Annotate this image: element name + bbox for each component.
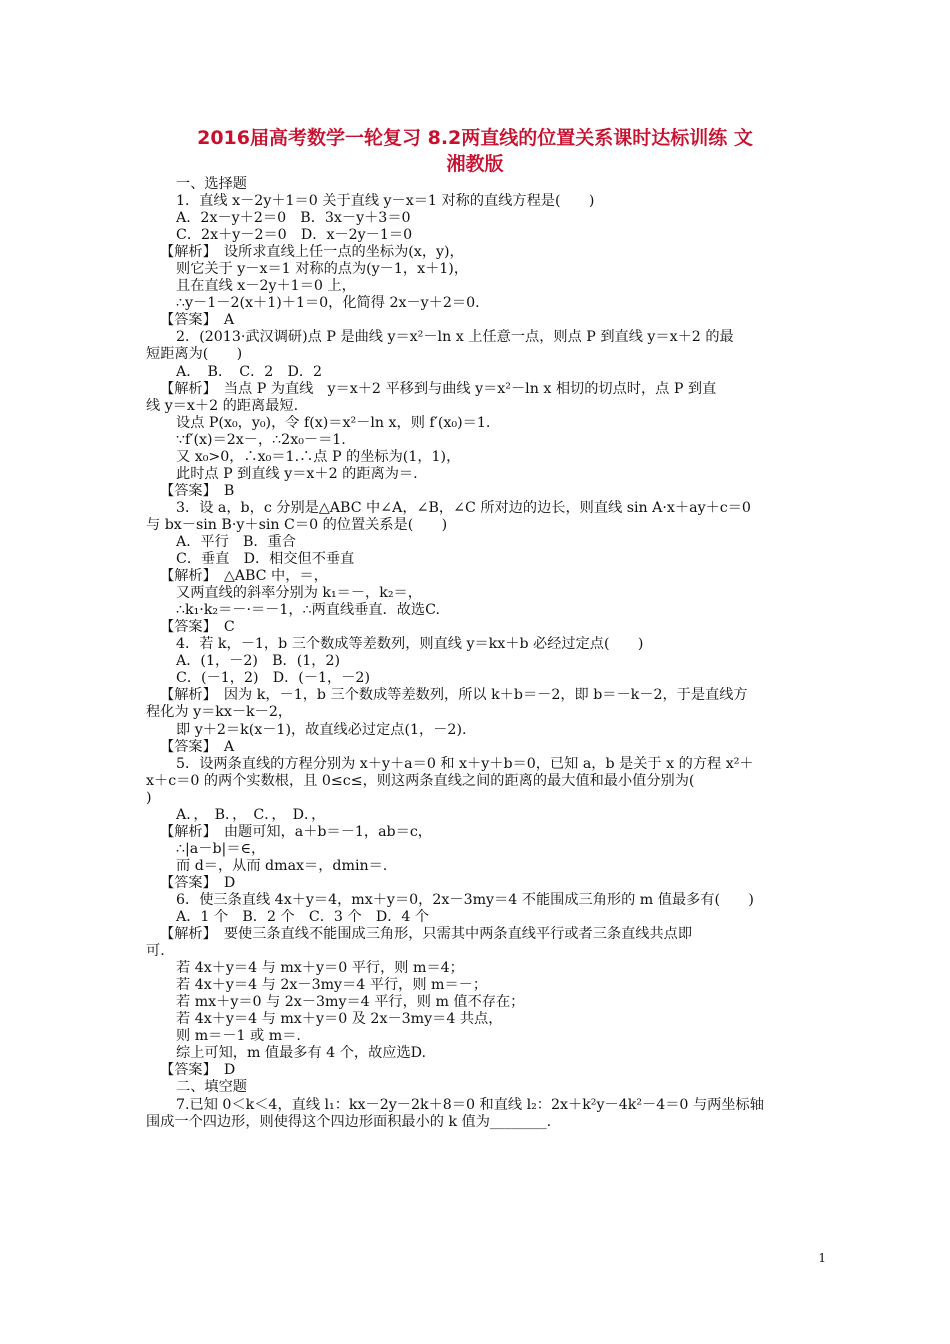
text-line: A．1 个 B．2 个 C．3 个 D．4 个 [176,909,430,926]
text-line: 【解析】 要使三条直线不能围成三角形，只需其中两条直线平行或者三条直线共点即 [160,926,693,943]
text-line: A．2x－y＋2＝0 B．3x－y＋3＝0 [176,210,411,227]
text-line: A．(1，－2) B．(1，2) [176,653,341,670]
text-line: 则 m＝－1 或 m＝. [176,1028,301,1045]
text-line: ∴k₁·k₂＝－·＝－1，∴两直线垂直．故选C. [176,602,440,619]
text-line: 【答案】 D [160,874,236,891]
text-line: 【解析】 设所求直线上任一点的坐标为(x，y)， [160,244,464,261]
text-line: 3．设 a，b，c 分别是△ABC 中∠A，∠B，∠C 所对边的边长，则直线 sin A·x＋ay＋c＝0 [176,499,751,516]
text-line: 【解析】 △ABC 中，＝， [160,568,328,585]
text-line: 与 bx－sin B·y＋sin C＝0 的位置关系是( ) [146,516,448,533]
text-line: ∴|a－b|＝∈， [176,840,266,857]
text-line: C．2x＋y－2＝0 D．x－2y－1＝0 [176,227,413,244]
text-line: 【解析】 由题可知，a＋b＝－1，ab＝c， [160,823,432,840]
text-line: 二、填空题 [176,1079,247,1096]
text-line: ∵f′(x)＝2x－，∴2x₀－＝1. [176,431,346,448]
text-line: 6．使三条直线 4x＋y＝4，mx＋y＝0，2x－3my＝4 不能围成三角形的 m 值最多有( ) [176,891,754,908]
text-line: 【答案】 A [160,738,235,755]
text-line: 【答案】 D [160,1062,236,1079]
text-line: 可. [146,943,165,960]
text-line: A．， B．， C．， D．， [176,806,326,823]
document-title-line-1: 2016届高考数学一轮复习 8.2两直线的位置关系课时达标训练 文 [197,127,753,149]
page-number: 1 [818,1251,826,1265]
text-line: 一、选择题 [176,176,247,192]
text-line: 【解析】 因为 k，－1，b 三个数成等差数列，所以 k＋b＝－2，即 b＝－k－2，于是直线方 [160,687,748,704]
text-line: 又两直线的斜率分别为 k₁＝－，k₂＝， [176,585,422,602]
text-line: 又 x₀>0，∴x₀＝1.∴点 P 的坐标为(1，1)， [176,448,461,465]
text-line: 【答案】 C [160,619,235,636]
text-line: 围成一个四边形，则使得这个四边形面积最小的 k 值为________. [146,1113,552,1130]
text-line: C．垂直 D．相交但不垂直 [176,551,355,568]
text-line: A． B． C．2 D．2 [176,363,323,380]
text-line: 【解析】 当点 P 为直线 y＝x＋2 平移到与曲线 y＝x²－ln x 相切的切点时，点 P 到直 [160,380,717,397]
document-title-line-2: 湘教版 [446,153,504,175]
text-line: 短距离为( ) [146,346,243,363]
text-line: 则它关于 y－x＝1 对称的点为(y－1，x＋1)， [176,261,469,278]
text-line: A．平行 B．重合 [176,533,296,550]
text-line: 且在直线 x－2y＋1＝0 上， [176,278,356,295]
text-line: 而 d＝，从而 dmax＝，dmin＝. [176,857,388,874]
text-line: 【答案】 B [160,482,235,499]
text-line: x＋c＝0 的两个实数根，且 0≤c≤，则这两条直线之间的距离的最大值和最小值分别为( [146,772,695,789]
text-line: 线 y＝x＋2 的距离最短. [146,397,299,414]
text-line: 若 4x＋y＝4 与 mx＋y＝0 及 2x－3my＝4 共点， [176,1011,503,1028]
text-line: 综上可知，m 值最多有 4 个，故应选D. [176,1045,427,1062]
text-line: ) [146,789,152,806]
document-body [146,176,814,1131]
text-line: 【答案】 A [160,312,235,329]
text-line: 此时点 P 到直线 y＝x＋2 的距离为＝. [176,465,418,482]
text-line: 7.已知 0＜k＜4，直线 l₁：kx－2y－2k＋8＝0 和直线 l₂：2x＋k²y－4k²－4＝0 与两坐标轴 [176,1096,764,1113]
text-line: 4．若 k，－1，b 三个数成等差数列，则直线 y＝kx＋b 必经过定点( ) [176,636,644,653]
text-line: 程化为 y＝kx－k－2， [146,704,293,721]
text-line: 1．直线 x－2y＋1＝0 关于直线 y－x＝1 对称的直线方程是( ) [176,193,595,210]
text-line: C．(－1，2) D．(－1，－2) [176,670,370,687]
text-line: 即 y＋2＝k(x－1)，故直线必过定点(1，－2). [176,721,467,738]
text-line: 若 4x＋y＝4 与 mx＋y＝0 平行，则 m＝4； [176,960,464,977]
text-line: 若 4x＋y＝4 与 2x－3my＝4 平行，则 m＝－； [176,977,488,994]
text-line: 5．设两条直线的方程分别为 x＋y＋a＝0 和 x＋y＋b＝0，已知 a，b 是关于 x 的方程 x²＋ [176,755,754,772]
text-line: 设点 P(x₀，y₀)，令 f(x)＝x²－ln x，则 f′(x₀)＝1. [176,414,491,431]
text-line: 若 mx＋y＝0 与 2x－3my＝4 平行，则 m 值不存在； [176,994,525,1011]
text-line: ∴y－1－2(x＋1)＋1＝0，化简得 2x－y＋2＝0. [176,295,480,312]
text-line: 2．(2013·武汉调研)点 P 是曲线 y＝x²－ln x 上任意一点，则点 P 到直线 y＝x＋2 的最 [176,329,734,346]
